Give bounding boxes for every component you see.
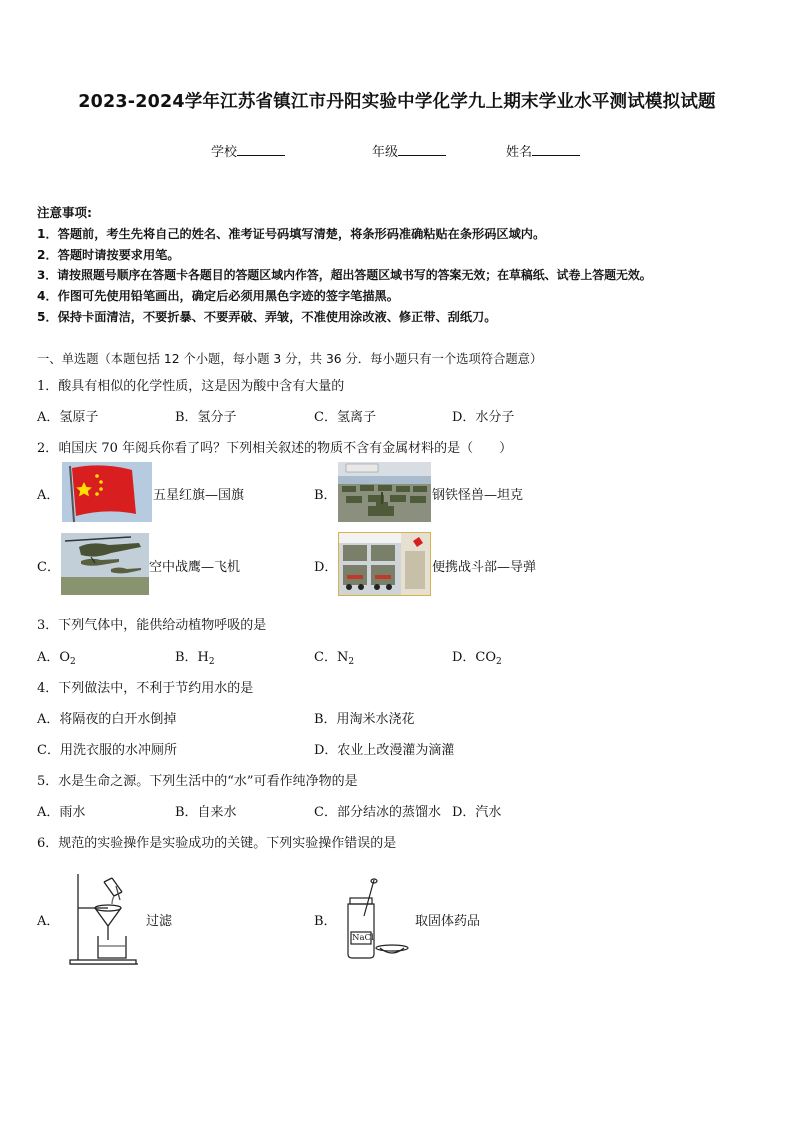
q2-option-b-label: B． <box>314 488 337 503</box>
q4-option-c: C．用洗衣服的水冲厕所 <box>37 743 177 758</box>
subscript: 2 <box>208 657 215 667</box>
missile-image <box>338 532 431 596</box>
q2-option-a-label: A． <box>37 488 60 503</box>
q2-option-d-label: D． <box>314 560 338 575</box>
question-1-stem: 1．酸具有相似的化学性质，这是因为酸中含有大量的 <box>37 379 345 394</box>
note-item: 1．答题前，考生先将自己的姓名、准考证号码填写清楚，将条形码准确粘贴在条形码区域内。 <box>37 227 546 241</box>
q6-option-a-text: 过滤 <box>146 914 173 929</box>
grade-label: 年级 <box>372 145 399 160</box>
page-title: 2023-2024学年江苏省镇江市丹阳实验中学化学九上期末学业水平测试模拟试题 <box>78 92 716 112</box>
tank-image <box>338 462 431 522</box>
note-item: 2．答题时请按要求用笔。 <box>37 248 180 262</box>
notes-heading: 注意事项: <box>37 205 92 220</box>
q5-option-b: B．自来水 <box>175 805 237 820</box>
q1-option-d: D．水分子 <box>452 410 515 425</box>
question-5-stem: 5．水是生命之源。下列生活中的“水”可看作纯净物的是 <box>37 774 358 789</box>
q1-option-c: C．氢离子 <box>314 410 376 425</box>
grade-blank <box>398 143 446 156</box>
q5-option-a: A．雨水 <box>37 805 86 820</box>
q2-option-c-text: 空中战鹰—飞机 <box>149 560 241 575</box>
q3-option-a-text: A．O <box>37 650 71 665</box>
question-2-stem: 2．咱国庆 70 年阅兵你看了吗？下列相关叙述的物质不含有金属材料的是（ ） <box>37 441 513 456</box>
school-label: 学校 <box>211 145 238 160</box>
name-label: 姓名 <box>506 145 533 160</box>
solid-reagent-diagram <box>340 876 412 962</box>
name-blank <box>532 143 580 156</box>
q1-option-b: B．氢分子 <box>175 410 237 425</box>
q4-option-d: D．农业上改漫灌为滴灌 <box>314 743 455 758</box>
q3-option-b <box>175 646 215 667</box>
q5-option-c: C．部分结冰的蒸馏水 <box>314 805 441 820</box>
subscript: 2 <box>496 657 502 667</box>
q2-option-a-text: 五星红旗—国旗 <box>153 488 245 503</box>
question-6-stem: 6．规范的实验操作是实验成功的关键。下列实验操作错误的是 <box>37 836 397 851</box>
q6-option-b-label: B． <box>314 914 337 929</box>
subscript: 2 <box>348 657 355 667</box>
flag-image <box>62 462 152 522</box>
q2-option-d-text: 便携战斗部—导弹 <box>432 560 537 575</box>
nacl-label: NaCl <box>352 933 374 943</box>
q2-option-c-label: C． <box>37 560 60 575</box>
note-item: 3．请按照题号顺序在答题卡各题目的答题区域内作答，超出答题区域书写的答案无效；在草稿纸、试卷上答题无效。 <box>37 268 652 282</box>
name-field <box>506 141 580 160</box>
q3-option-b-text: B．H <box>175 650 209 665</box>
note-item: 5．保持卡面清洁，不要折暴、不要弄破、弄皱，不准使用涂改液、修正带、刮纸刀。 <box>37 310 497 324</box>
q3-option-a <box>37 646 76 667</box>
q3-option-d <box>452 646 502 667</box>
school-field <box>211 141 285 160</box>
q4-option-a: A．将隔夜的白开水倒掉 <box>37 712 177 727</box>
q4-option-b: B．用淘米水浇花 <box>314 712 415 727</box>
filtration-diagram <box>68 870 140 968</box>
section-heading: 一、单选题（本题包括 12 个小题，每小题 3 分，共 36 分．每小题只有一个选项符合题意） <box>37 352 543 366</box>
question-4-stem: 4．下列做法中，不利于节约用水的是 <box>37 681 254 696</box>
q3-option-c <box>314 646 354 667</box>
q5-option-d: D．汽水 <box>452 805 502 820</box>
school-blank <box>237 143 285 156</box>
helicopter-image <box>61 533 149 595</box>
q2-option-b-text: 钢铁怪兽—坦克 <box>432 488 524 503</box>
note-item: 4．作图可先使用铅笔画出，确定后必须用黑色字迹的签字笔描黑。 <box>37 289 399 303</box>
q3-option-c-text: C．N <box>314 650 349 665</box>
q3-option-d-text: D．CO <box>452 650 497 665</box>
q6-option-a-label: A． <box>37 914 60 929</box>
subscript: 2 <box>70 657 76 667</box>
q6-option-b-text: 取固体药品 <box>415 914 481 929</box>
question-3-stem: 3．下列气体中，能供给动植物呼吸的是 <box>37 618 267 633</box>
grade-field <box>372 141 446 160</box>
q1-option-a: A．氢原子 <box>37 410 99 425</box>
